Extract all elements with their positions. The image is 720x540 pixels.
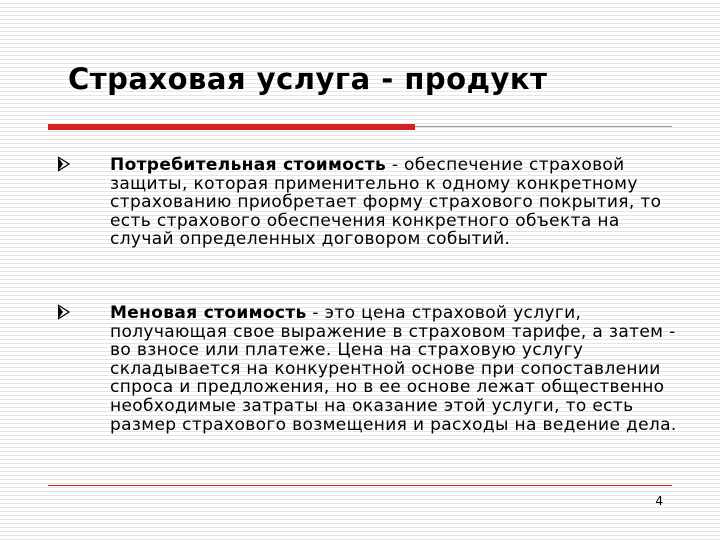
bullet-description: - это цена страховой услуги, получающая свое выражение в страховом тарифе, а затем - во взносе или платеже. Цена на страховую услугу складывается на конкурентной основе при сопоставлении спроса и предложения, но в ее основе лежат общественно необходимые затраты на оказание этой услуги, то есть размер страхового возмещения и расходы на ведение дела. [110,303,677,435]
title-divider-accent [48,124,415,130]
footer-divider [48,485,672,486]
bullet-text [110,156,682,249]
bullet-text [110,304,682,434]
bullet-term: Потребительная стоимость [110,155,387,175]
arrow-bullet-icon [57,156,70,172]
bullet-term: Меновая стоимость [110,303,307,323]
title-divider-line [415,126,672,127]
bullet-item-consumer-value [57,156,682,249]
slide-title: Страховая услуга - продукт [68,62,548,96]
bullet-description: - обеспечение страховой защиты, которая применительно к одному конкретному страхованию приобретает форму страхового покрытия, то есть страхового обеспечения конкретного объекта на случай определенных договором событий. [110,155,662,250]
page-number: 4 [655,494,663,508]
title-divider [48,124,672,130]
bullet-item-exchange-value [57,304,682,434]
arrow-bullet-icon [57,304,70,320]
